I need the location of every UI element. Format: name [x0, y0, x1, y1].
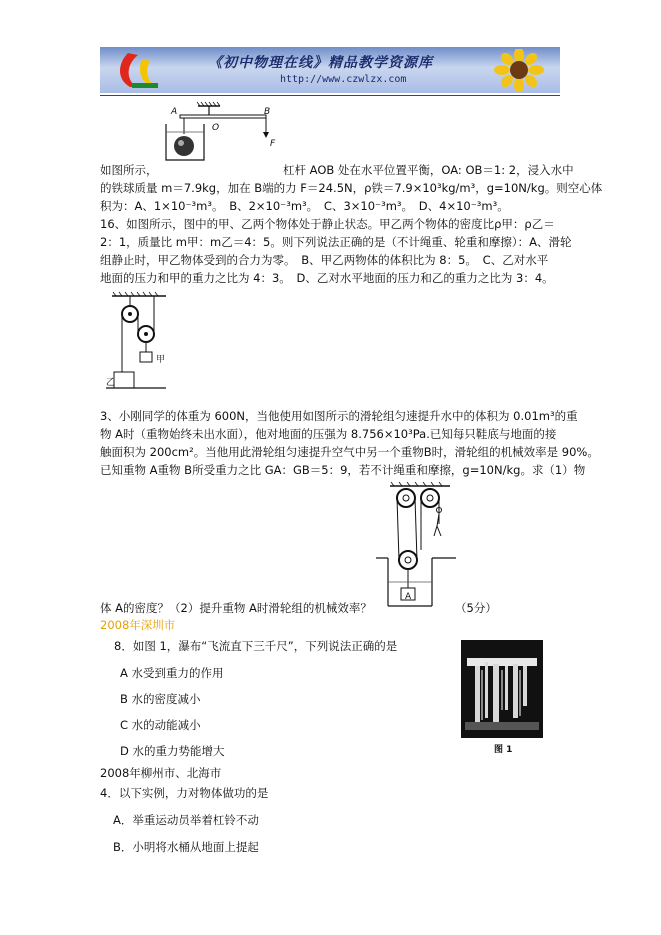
header-title: 《初中物理在线》精品教学资源库: [208, 55, 433, 71]
q16-line3: 组静止时，甲乙物体受到的合力为零。 B、甲乙两物体的体积比为 8：5。 C、乙对水平: [100, 253, 549, 267]
q16-line4: 地面的压力和甲的重力之比为 4：3。 D、乙对水平地面的压力和乙的重力之比为 3：4。: [100, 271, 554, 285]
pulley-well-figure: [372, 480, 458, 610]
q3-line4: 已知重物 A重物 B所受重力之比 GA：GB＝5：9，若不计绳重和摩擦，g=10N/kg。求（1）物: [100, 463, 586, 477]
label-yi: 乙: [106, 378, 116, 388]
q15-line1-lead: 如图所示，: [100, 163, 158, 177]
q4-option-a: A．举重运动员举着杠铃不动: [113, 813, 259, 827]
q16-line2: 2：1，质量比 m甲：m乙＝4：5。则下列说法正确的是（不计绳重、轮重和摩擦）：A、滑轮: [100, 235, 572, 249]
lever-label-o: O: [212, 123, 220, 133]
header-banner: [100, 47, 560, 93]
section-heading-shenzhen: 2008年深圳市: [100, 618, 176, 632]
section-heading-liuzhou-beihai: 2008年柳州市、北海市: [100, 766, 222, 780]
lever-label-b: B: [264, 107, 271, 117]
q4-option-b: B．小明将水桶从地面上提起: [113, 840, 259, 854]
q4-stem: 4．以下实例，力对物体做功的是: [100, 786, 269, 800]
q3-line1: 3、小刚同学的体重为 600N，当他使用如图所示的滑轮组匀速提升水中的体积为 0.01m³的重: [100, 409, 578, 423]
q8-option-d: D 水的重力势能增大: [120, 744, 225, 758]
q3-line5: 体 A的密度？（2）提升重物 A时滑轮组的机械效率？: [100, 601, 372, 615]
q8-option-b: B 水的密度减小: [120, 692, 201, 706]
label-weight-a: A: [405, 592, 412, 602]
header-url[interactable]: http://www.czwlzx.com: [280, 74, 407, 85]
header-rule: [100, 95, 560, 96]
lever-label-f: F: [270, 139, 276, 149]
sunflower-icon: [484, 49, 554, 91]
q8-option-a: A 水受到重力的作用: [120, 666, 224, 680]
waterfall-image: [461, 640, 543, 738]
pulley-figure-q16: [106, 290, 176, 394]
lever-figure: [160, 100, 280, 162]
lever-label-a: A: [171, 107, 178, 117]
figure-1-caption: 图 1: [494, 745, 513, 755]
q3-line2: 物 A时（重物始终未出水面），他对地面的压强为 8.756×10³Pa.已知每只鞋底与地面的接: [100, 427, 557, 441]
site-logo-icon: [108, 49, 168, 91]
q8-option-c: C 水的动能减小: [120, 718, 201, 732]
q8-stem: 8．如图 1，瀑布“飞流直下三千尺”，下列说法正确的是: [114, 639, 398, 653]
q15-line1-rest: 杠杆 AOB 处在水平位置平衡，OA: OB＝1: 2，浸入水中: [283, 163, 574, 177]
q15-line3: 积为：A、1×10⁻³m³。 B、2×10⁻³m³。 C、3×10⁻³m³。 D、4×10⁻³m³。: [100, 199, 509, 213]
label-jia: 甲: [156, 355, 166, 365]
q3-line3: 触面积为 200cm²。当他用此滑轮组匀速提升空气中另一个重物B时，滑轮组的机械效率是 90%。: [100, 445, 599, 459]
q15-line2: 的铁球质量 m＝7.9kg，加在 B端的力 F＝24.5N，ρ铁＝7.9×10³kg/m³，g=10N/kg。则空心体: [100, 181, 603, 195]
q16-line1: 16、如图所示，图中的甲、乙两个物体处于静止状态。甲乙两个物体的密度比ρ甲：ρ乙＝: [100, 217, 555, 231]
q3-score: （5分）: [455, 601, 497, 615]
